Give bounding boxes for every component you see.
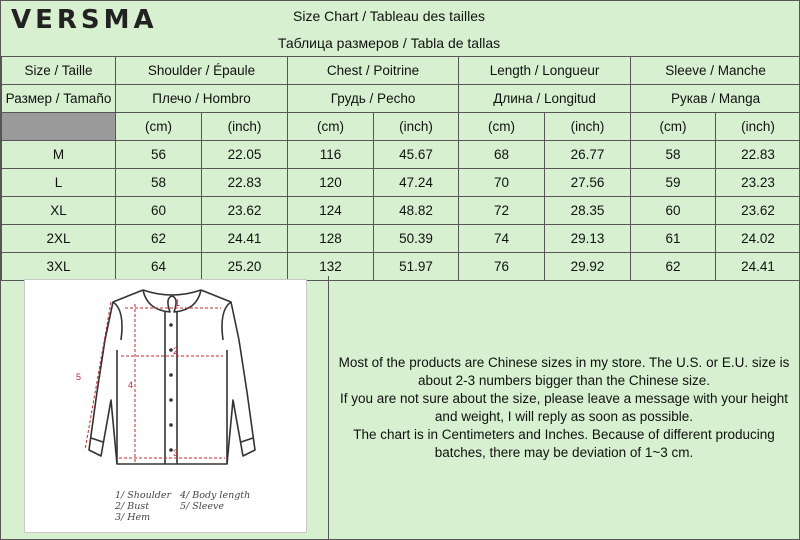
mark-5: 5 — [76, 372, 82, 382]
note-line: about 2-3 numbers bigger than the Chinese size. — [418, 373, 710, 388]
size-cell: L — [2, 169, 116, 197]
size-header-alt: Размер / Tamaño — [2, 85, 116, 113]
value-cell: 22.05 — [202, 141, 288, 169]
note-line: batches, there may be deviation of 1~3 cm. — [434, 445, 694, 460]
size-cell: XL — [2, 197, 116, 225]
legend-item: 3/ Hem — [115, 512, 151, 523]
value-cell: 29.92 — [545, 253, 631, 281]
value-cell: 25.20 — [202, 253, 288, 281]
value-cell: 68 — [459, 141, 545, 169]
legend-item: 1/ Shoulder — [115, 490, 172, 501]
table-row — [2, 141, 800, 169]
value-cell: 64 — [116, 253, 202, 281]
value-cell: 70 — [459, 169, 545, 197]
shirt-diagram — [24, 279, 307, 533]
value-cell: 61 — [631, 225, 716, 253]
mark-3: 3 — [173, 448, 179, 458]
bottom-section — [1, 276, 799, 539]
value-cell: 22.83 — [716, 141, 800, 169]
value-cell: 124 — [288, 197, 374, 225]
chart-subtitle: Таблица размеров / Tabla de tallas — [277, 35, 501, 51]
unit-cm: (cm) — [459, 113, 545, 141]
legend-item: 4/ Body length — [180, 490, 251, 501]
value-cell: 132 — [288, 253, 374, 281]
sleeve-header-alt: Рукав / Manga — [631, 85, 800, 113]
value-cell: 58 — [116, 169, 202, 197]
unit-cm: (cm) — [631, 113, 716, 141]
size-cell: M — [2, 141, 116, 169]
value-cell: 50.39 — [374, 225, 459, 253]
value-cell: 24.02 — [716, 225, 800, 253]
table-row — [2, 169, 800, 197]
table-row — [2, 197, 800, 225]
value-cell: 23.23 — [716, 169, 800, 197]
mark-1: 1 — [175, 298, 181, 308]
value-cell: 72 — [459, 197, 545, 225]
table-row — [2, 225, 800, 253]
unit-inch: (inch) — [202, 113, 288, 141]
value-cell: 128 — [288, 225, 374, 253]
value-cell: 26.77 — [545, 141, 631, 169]
value-cell: 23.62 — [716, 197, 800, 225]
value-cell: 116 — [288, 141, 374, 169]
size-table — [1, 56, 800, 281]
figure-cell — [1, 276, 329, 539]
size-cell: 3XL — [2, 253, 116, 281]
unit-inch: (inch) — [374, 113, 459, 141]
unit-cm: (cm) — [116, 113, 202, 141]
unit-inch: (inch) — [716, 113, 800, 141]
value-cell: 74 — [459, 225, 545, 253]
legend-item: 5/ Sleeve — [180, 501, 225, 512]
value-cell: 28.35 — [545, 197, 631, 225]
size-note — [329, 354, 799, 462]
length-header: Length / Longueur — [459, 57, 631, 85]
unit-inch: (inch) — [545, 113, 631, 141]
value-cell: 60 — [631, 197, 716, 225]
chest-header-alt: Грудь / Pecho — [288, 85, 459, 113]
value-cell: 76 — [459, 253, 545, 281]
value-cell: 23.62 — [202, 197, 288, 225]
value-cell: 58 — [631, 141, 716, 169]
value-cell: 47.24 — [374, 169, 459, 197]
size-header: Size / Taille — [2, 57, 116, 85]
value-cell: 45.67 — [374, 141, 459, 169]
size-cell: 2XL — [2, 225, 116, 253]
blank-cell — [2, 113, 116, 141]
length-header-alt: Длина / Longitud — [459, 85, 631, 113]
value-cell: 62 — [631, 253, 716, 281]
sleeve-header: Sleeve / Manche — [631, 57, 800, 85]
unit-cm: (cm) — [288, 113, 374, 141]
value-cell: 24.41 — [716, 253, 800, 281]
chart-title: Size Chart / Tableau des tailles — [293, 8, 485, 24]
value-cell: 59 — [631, 169, 716, 197]
shoulder-header-alt: Плечо / Hombro — [116, 85, 288, 113]
value-cell: 62 — [116, 225, 202, 253]
note-line: The chart is in Centimeters and Inches. Because of different producing — [353, 427, 775, 442]
value-cell: 51.97 — [374, 253, 459, 281]
note-line: Most of the products are Chinese sizes in my store. The U.S. or E.U. size is — [338, 355, 790, 370]
value-cell: 48.82 — [374, 197, 459, 225]
header — [1, 1, 799, 57]
value-cell: 60 — [116, 197, 202, 225]
value-cell: 29.13 — [545, 225, 631, 253]
mark-4: 4 — [128, 380, 134, 390]
chest-header: Chest / Poitrine — [288, 57, 459, 85]
value-cell: 24.41 — [202, 225, 288, 253]
note-line: If you are not sure about the size, please leave a message with your height — [339, 391, 789, 406]
note-line: and weight, I will reply as soon as possible. — [434, 409, 694, 424]
legend-item: 2/ Bust — [115, 501, 150, 512]
value-cell: 120 — [288, 169, 374, 197]
value-cell: 56 — [116, 141, 202, 169]
shoulder-header: Shoulder / Épaule — [116, 57, 288, 85]
value-cell: 27.56 — [545, 169, 631, 197]
value-cell: 22.83 — [202, 169, 288, 197]
brand-logo: VERSMA — [11, 5, 158, 35]
mark-2: 2 — [173, 346, 179, 356]
